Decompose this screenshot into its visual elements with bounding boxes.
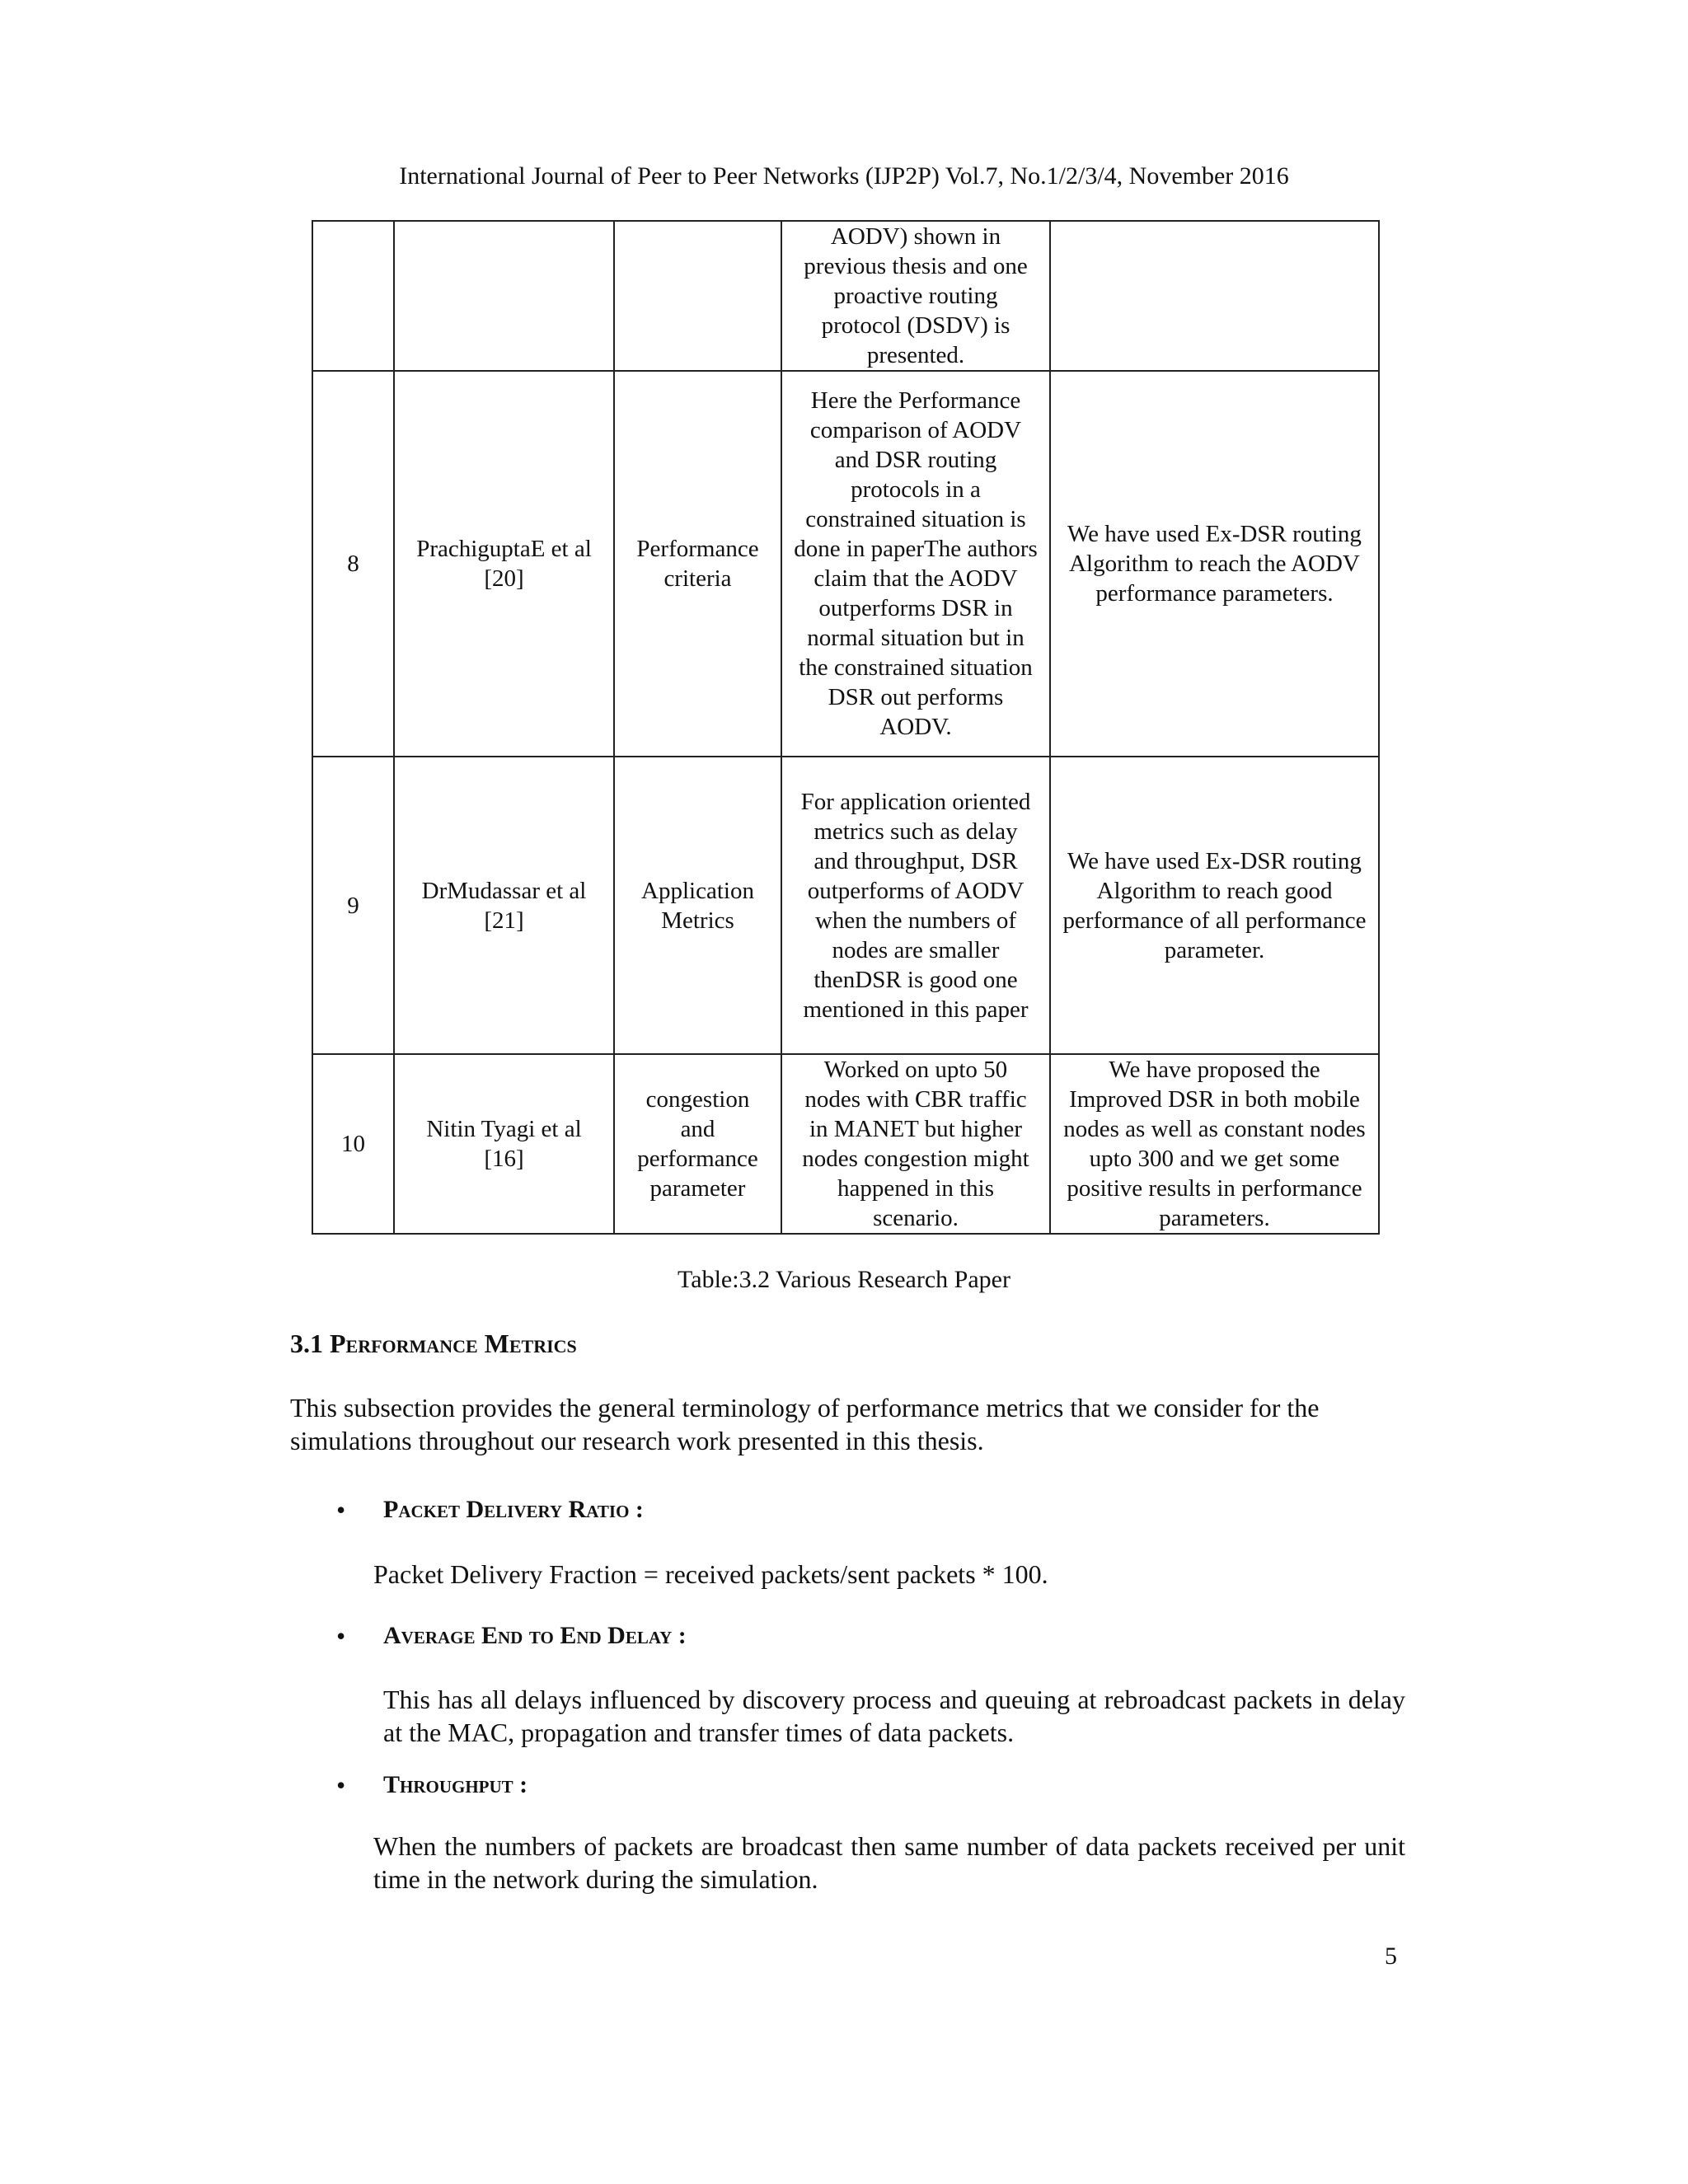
cell-our-work: [1050, 221, 1379, 371]
table-row: [312, 221, 1379, 371]
cell-focus: congestion and performance parameter: [614, 1054, 781, 1234]
cell-serial-number: [312, 221, 394, 371]
page-number: 5: [1385, 1943, 1397, 1970]
bullet-label-average-end-to-end-delay: Average End to End Delay :: [383, 1622, 687, 1649]
cell-work: AODV) shown in previous thesis and one proactive routing protocol (DSDV) is presented.: [781, 221, 1050, 371]
cell-work: Here the Performance comparison of AODV and DSR routing protocols in a constrained situation is done in paperThe authors claim that the AODV outperforms DSR in normal situation but in the constrained situation DSR out performs AODV.: [781, 371, 1050, 757]
bullet-text-packet-delivery-ratio: Packet Delivery Fraction = received packets/sent packets * 100.: [373, 1559, 1048, 1589]
cell-our-work: We have proposed the Improved DSR in both mobile nodes as well as constant nodes upto 300 and we get some positive results in performance parameters.: [1050, 1054, 1379, 1234]
bullet-label-packet-delivery-ratio: Packet Delivery Ratio :: [383, 1496, 644, 1523]
bullet-label-throughput: Throughput :: [383, 1771, 528, 1798]
cell-focus: [614, 221, 781, 371]
cell-work: Worked on upto 50 nodes with CBR traffic in MANET but higher nodes congestion might happened in this scenario.: [781, 1054, 1050, 1234]
cell-our-work: We have used Ex-DSR routing Algorithm to reach good performance of all performance parameter.: [1050, 757, 1379, 1054]
cell-our-work: We have used Ex-DSR routing Algorithm to reach the AODV performance parameters.: [1050, 371, 1379, 757]
bullet-text-throughput: When the numbers of packets are broadcast then same number of data packets received per unit time in the network during the simulation.: [373, 1831, 1405, 1894]
table-row: [312, 757, 1379, 1054]
cell-author: [394, 221, 614, 371]
cell-author: DrMudassar et al [21]: [394, 757, 614, 1054]
section-heading: 3.1 Performance Metrics: [290, 1329, 577, 1358]
section-intro-paragraph: This subsection provides the general terminology of performance metrics that we consider for the simulations throughout our research work presented in this thesis.: [290, 1393, 1320, 1455]
research-paper-table: [312, 220, 1380, 1235]
table-row: [312, 1054, 1379, 1234]
cell-serial-number: 10: [312, 1054, 394, 1234]
bullet-dot: •: [336, 1770, 346, 1800]
bullet-text-average-end-to-end-delay: This has all delays influenced by discovery process and queuing at rebroadcast packets in delay at the MAC, propagation and transfer times of data packets.: [383, 1685, 1405, 1747]
cell-serial-number: 8: [312, 371, 394, 757]
bullet-dot: •: [336, 1621, 346, 1651]
bullet-dot: •: [336, 1495, 346, 1525]
table-row: [312, 371, 1379, 757]
cell-serial-number: 9: [312, 757, 394, 1054]
cell-focus: Application Metrics: [614, 757, 781, 1054]
cell-author: Nitin Tyagi et al [16]: [394, 1054, 614, 1234]
cell-author: PrachiguptaE et al [20]: [394, 371, 614, 757]
table-caption: Table:3.2 Various Research Paper: [678, 1266, 1010, 1293]
cell-focus: Performance criteria: [614, 371, 781, 757]
running-header: International Journal of Peer to Peer Networks (IJP2P) Vol.7, No.1/2/3/4, November 2016: [399, 162, 1289, 190]
cell-work: For application oriented metrics such as delay and throughput, DSR outperforms of AODV when the numbers of nodes are smaller thenDSR is good one mentioned in this paper: [781, 757, 1050, 1054]
